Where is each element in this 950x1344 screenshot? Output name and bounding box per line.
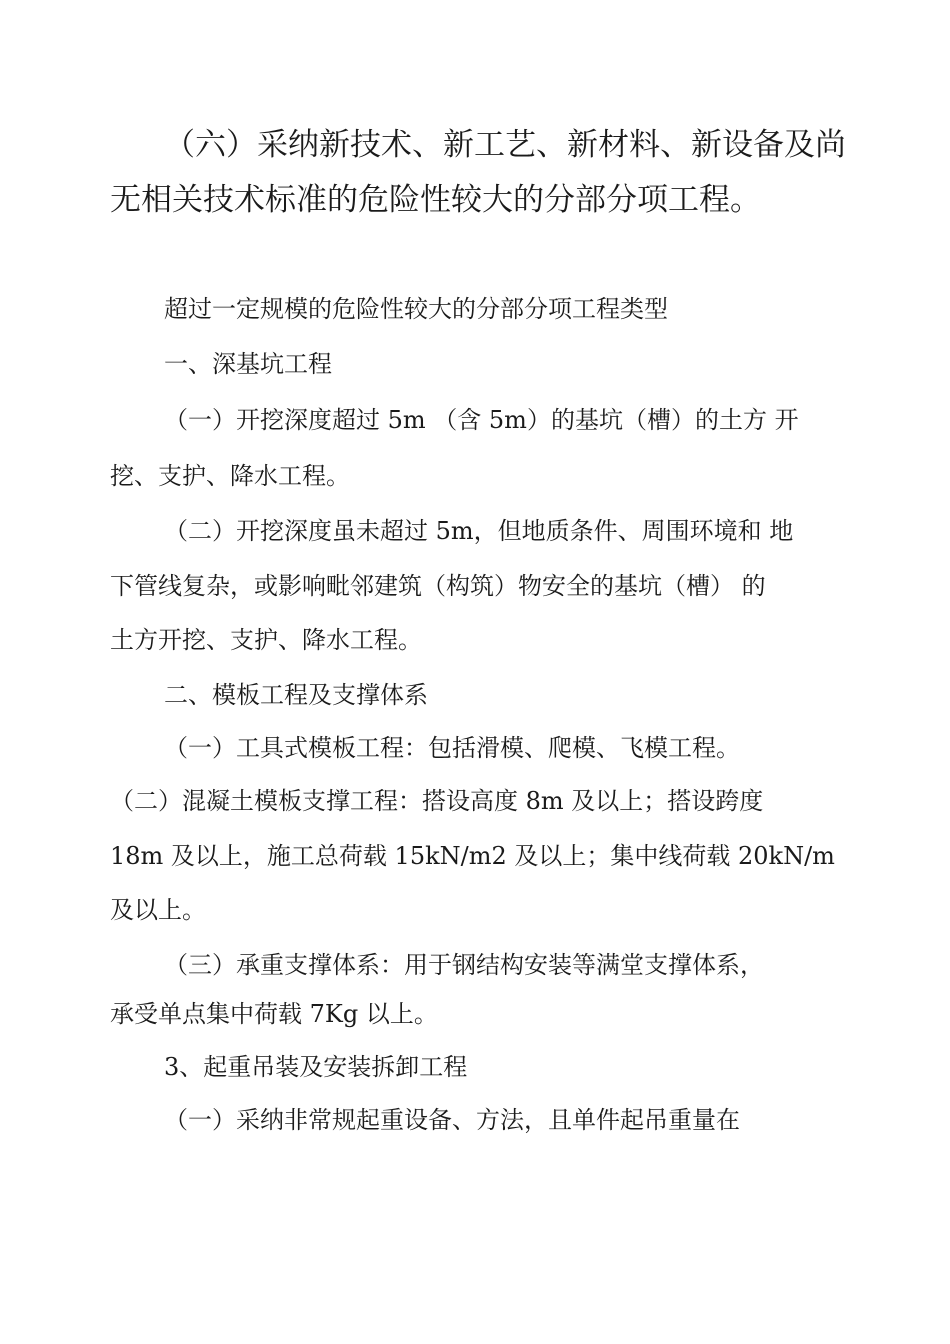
heading-formwork-support: 二、模板工程及支撑体系 [164, 681, 428, 709]
item-2-1: （一）工具式模板工程：包括滑模、爬模、飞模工程。 [164, 734, 740, 762]
paragraph-1-line-1: （六）采纳新技术、新工艺、新材料、新设备及尚 [164, 127, 846, 163]
item-1-1-line-2: 挖、支护、降水工程。 [110, 462, 350, 490]
item-1-2-line-1: （二）开挖深度虽未超过 5m，但地质条件、周围环境和 地 [164, 517, 794, 545]
item-2-3-line-1: （三）承重支撑体系：用于钢结构安装等满堂支撑体系， [164, 951, 764, 979]
item-3-1: （一）采纳非常规起重设备、方法，且单件起吊重量在 [164, 1106, 740, 1134]
paragraph-1-line-2: 无相关技术标准的危险性较大的分部分项工程。 [110, 182, 761, 218]
item-1-2-line-2: 下管线复杂，或影响毗邻建筑（构筑）物安全的基坑（槽） 的 [110, 572, 766, 600]
section-title: 超过一定规模的危险性较大的分部分项工程类型 [164, 295, 668, 323]
item-2-2-line-3: 及以上。 [110, 896, 206, 924]
item-1-2-line-3: 土方开挖、支护、降水工程。 [110, 626, 422, 654]
item-2-2-line-1: （二）混凝土模板支撑工程：搭设高度 8m 及以上；搭设跨度 [110, 787, 764, 815]
item-2-3-line-2: 承受单点集中荷载 7Kg 以上。 [110, 1000, 438, 1028]
item-1-1-line-1: （一）开挖深度超过 5m （含 5m）的基坑（槽）的土方 开 [164, 406, 799, 434]
heading-deep-foundation-pit: 一、深基坑工程 [164, 350, 332, 378]
heading-lifting-installation: 3、起重吊装及安装拆卸工程 [164, 1053, 468, 1081]
item-2-2-line-2: 18m 及以上，施工总荷载 15kN/m2 及以上；集中线荷载 20kN/m [110, 842, 835, 870]
